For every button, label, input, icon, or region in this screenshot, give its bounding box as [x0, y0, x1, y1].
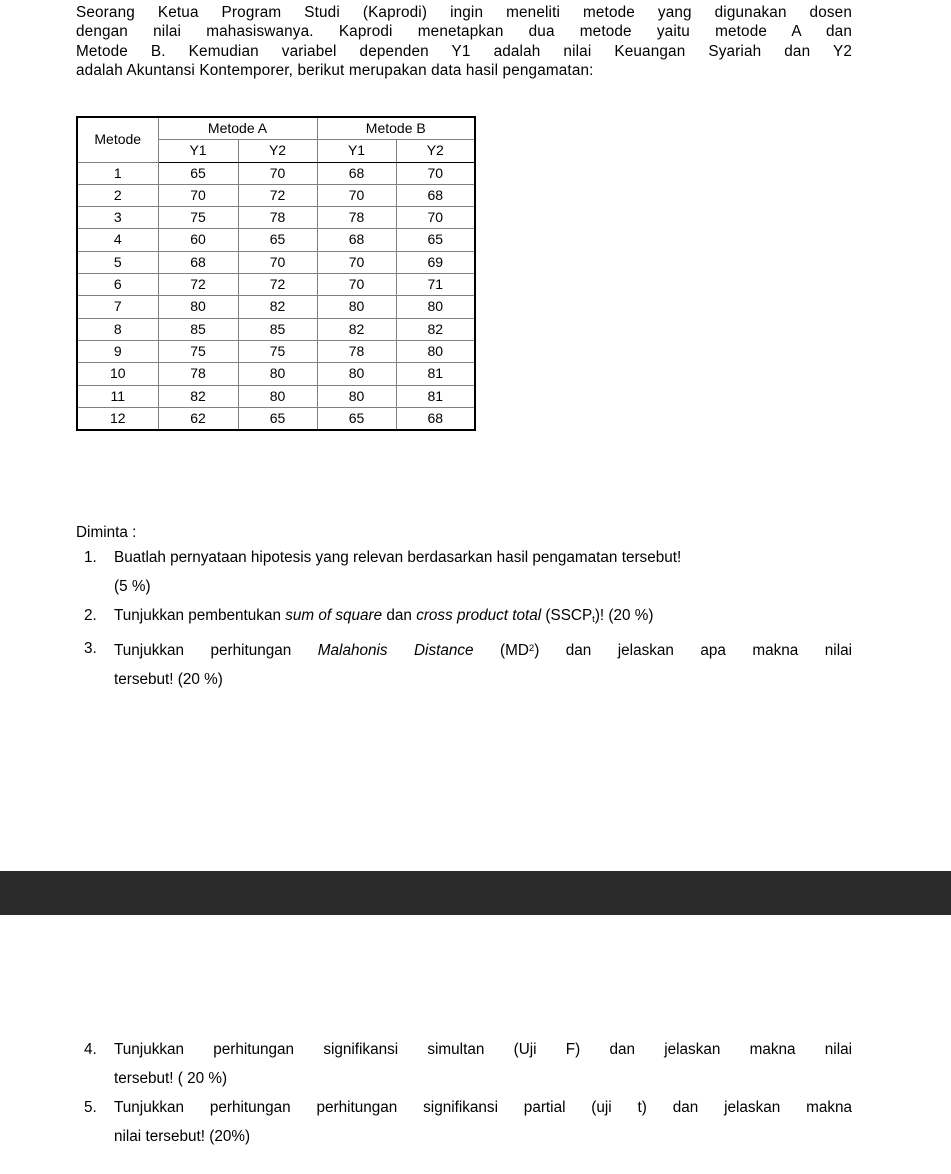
cell-b-y2: 80	[396, 296, 475, 318]
question-number-2: 2.	[84, 607, 97, 624]
question-list-upper	[76, 543, 852, 694]
question-item-3	[76, 634, 852, 694]
cell-no: 4	[77, 229, 158, 251]
cell-a-y1: 65	[158, 162, 238, 184]
question-1-line-2: (5 %)	[114, 578, 151, 595]
q2-subscript-t: t	[592, 614, 595, 626]
cell-b-y1: 80	[317, 296, 396, 318]
table-row	[77, 407, 475, 430]
cell-no: 5	[77, 251, 158, 273]
cell-no: 6	[77, 274, 158, 296]
cell-b-y2: 81	[396, 385, 475, 407]
cell-b-y1: 70	[317, 251, 396, 273]
cell-a-y2: 85	[238, 318, 317, 340]
q2-part2: dan	[382, 607, 417, 624]
cell-a-y1: 78	[158, 363, 238, 385]
cell-b-y1: 82	[317, 318, 396, 340]
q3-part1: Tunjukkan perhitungan	[114, 642, 318, 660]
question-1-line-1: Buatlah pernyataan hipotesis yang relevan berdasarkan hasil pengamatan tersebut!	[114, 549, 682, 566]
table-body	[77, 162, 475, 430]
q3-part2: (MD	[473, 642, 529, 660]
header-metode-b: Metode B	[317, 117, 475, 140]
cell-a-y1: 60	[158, 229, 238, 251]
cell-a-y1: 80	[158, 296, 238, 318]
cell-a-y2: 80	[238, 363, 317, 385]
cell-no: 7	[77, 296, 158, 318]
cell-b-y1: 80	[317, 363, 396, 385]
question-number-5: 5.	[84, 1099, 97, 1116]
question-3-line-1	[114, 634, 852, 665]
question-number-3: 3.	[84, 640, 97, 658]
cell-a-y1: 72	[158, 274, 238, 296]
table-row	[77, 184, 475, 206]
question-item-4	[76, 1035, 852, 1093]
cell-no: 1	[77, 162, 158, 184]
intro-line-4: adalah Akuntansi Kontemporer, berikut merupakan data hasil pengamatan:	[76, 61, 594, 79]
header-b-y1: Y1	[317, 140, 396, 162]
cell-b-y2: 82	[396, 318, 475, 340]
question-text-3	[114, 634, 852, 694]
cell-no: 8	[77, 318, 158, 340]
question-4-line-1: Tunjukkan perhitungan signifikansi simultan (Uji F) dan jelaskan makna nilai	[114, 1041, 852, 1058]
q2-part4: )! (20 %)	[594, 607, 654, 624]
header-metode-a: Metode A	[158, 117, 317, 140]
table-row	[77, 229, 475, 251]
cell-a-y1: 82	[158, 385, 238, 407]
diminta-label: Diminta :	[76, 524, 137, 541]
cell-a-y1: 85	[158, 318, 238, 340]
cell-a-y2: 70	[238, 251, 317, 273]
cell-a-y2: 70	[238, 162, 317, 184]
question-text-2	[114, 601, 852, 634]
table-row	[77, 274, 475, 296]
table-row	[77, 340, 475, 362]
cell-b-y1: 80	[317, 385, 396, 407]
cell-a-y1: 62	[158, 407, 238, 430]
header-b-y2: Y2	[396, 140, 475, 162]
intro-line-1: Seorang Ketua Program Studi (Kaprodi) ingin meneliti metode yang digunakan dosen	[76, 4, 852, 21]
cell-b-y2: 71	[396, 274, 475, 296]
q3-superscript-2: 2	[528, 643, 535, 655]
cell-no: 12	[77, 407, 158, 430]
intro-paragraph	[76, 3, 852, 80]
question-3-line-2: tersebut! (20 %)	[114, 671, 223, 689]
table-row	[77, 318, 475, 340]
cell-a-y2: 82	[238, 296, 317, 318]
cell-a-y2: 65	[238, 229, 317, 251]
cell-b-y1: 78	[317, 340, 396, 362]
cell-b-y2: 81	[396, 363, 475, 385]
cell-b-y1: 68	[317, 229, 396, 251]
question-5-line-1: Tunjukkan perhitungan perhitungan signifikansi partial (uji t) dan jelaskan makna	[114, 1099, 852, 1116]
question-2-line-1	[114, 601, 852, 634]
cell-a-y2: 75	[238, 340, 317, 362]
q2-italic-sum-of-square: sum of square	[285, 607, 383, 624]
cell-b-y2: 65	[396, 229, 475, 251]
header-a-y2: Y2	[238, 140, 317, 162]
cell-a-y1: 75	[158, 340, 238, 362]
question-4-line-2: tersebut! ( 20 %)	[114, 1070, 228, 1087]
cell-b-y2: 70	[396, 162, 475, 184]
cell-b-y2: 80	[396, 340, 475, 362]
cell-a-y1: 75	[158, 207, 238, 229]
cell-a-y1: 70	[158, 184, 238, 206]
cell-a-y2: 65	[238, 407, 317, 430]
cell-b-y2: 68	[396, 407, 475, 430]
cell-b-y2: 70	[396, 207, 475, 229]
cell-a-y2: 80	[238, 385, 317, 407]
table-header-row-groups	[77, 117, 475, 140]
question-text-5	[114, 1093, 852, 1151]
table-row	[77, 207, 475, 229]
cell-a-y2: 78	[238, 207, 317, 229]
cell-b-y2: 69	[396, 251, 475, 273]
question-item-1	[76, 543, 852, 601]
table-row	[77, 296, 475, 318]
header-a-y1: Y1	[158, 140, 238, 162]
cell-a-y2: 72	[238, 274, 317, 296]
observation-data-table	[76, 116, 476, 431]
table-row	[77, 162, 475, 184]
cell-b-y2: 68	[396, 184, 475, 206]
question-item-5	[76, 1093, 852, 1151]
cell-no: 11	[77, 385, 158, 407]
q2-part3: (SSCP	[541, 607, 593, 624]
question-item-2	[76, 601, 852, 634]
cell-a-y2: 72	[238, 184, 317, 206]
question-number-1: 1.	[84, 549, 97, 566]
question-text-1	[114, 543, 852, 601]
cell-no: 3	[77, 207, 158, 229]
q2-part1: Tunjukkan pembentukan	[114, 607, 286, 624]
cell-no: 9	[77, 340, 158, 362]
intro-line-3: Metode B. Kemudian variabel dependen Y1 adalah nilai Keuangan Syariah dan Y2	[76, 42, 852, 60]
header-metode: Metode	[77, 117, 158, 162]
table-row	[77, 385, 475, 407]
cell-b-y1: 78	[317, 207, 396, 229]
cell-no: 2	[77, 184, 158, 206]
question-number-4: 4.	[84, 1041, 97, 1058]
cell-b-y1: 70	[317, 184, 396, 206]
q2-italic-cross-product-total: cross product total	[416, 607, 542, 624]
question-5-line-2: nilai tersebut! (20%)	[114, 1128, 251, 1145]
cell-b-y1: 70	[317, 274, 396, 296]
cell-no: 10	[77, 363, 158, 385]
table-row	[77, 363, 475, 385]
cell-b-y1: 65	[317, 407, 396, 430]
cell-b-y1: 68	[317, 162, 396, 184]
question-list-lower	[76, 1035, 852, 1151]
table-row	[77, 251, 475, 273]
q3-italic-malahonis-distance: Malahonis Distance	[317, 642, 474, 660]
q3-part3: ) dan jelaskan apa makna nilai	[534, 642, 853, 660]
page-separator-band	[0, 871, 951, 915]
question-text-4	[114, 1035, 852, 1093]
intro-line-2: dengan nilai mahasiswanya. Kaprodi menetapkan dua metode yaitu metode A dan	[76, 23, 852, 41]
cell-a-y1: 68	[158, 251, 238, 273]
